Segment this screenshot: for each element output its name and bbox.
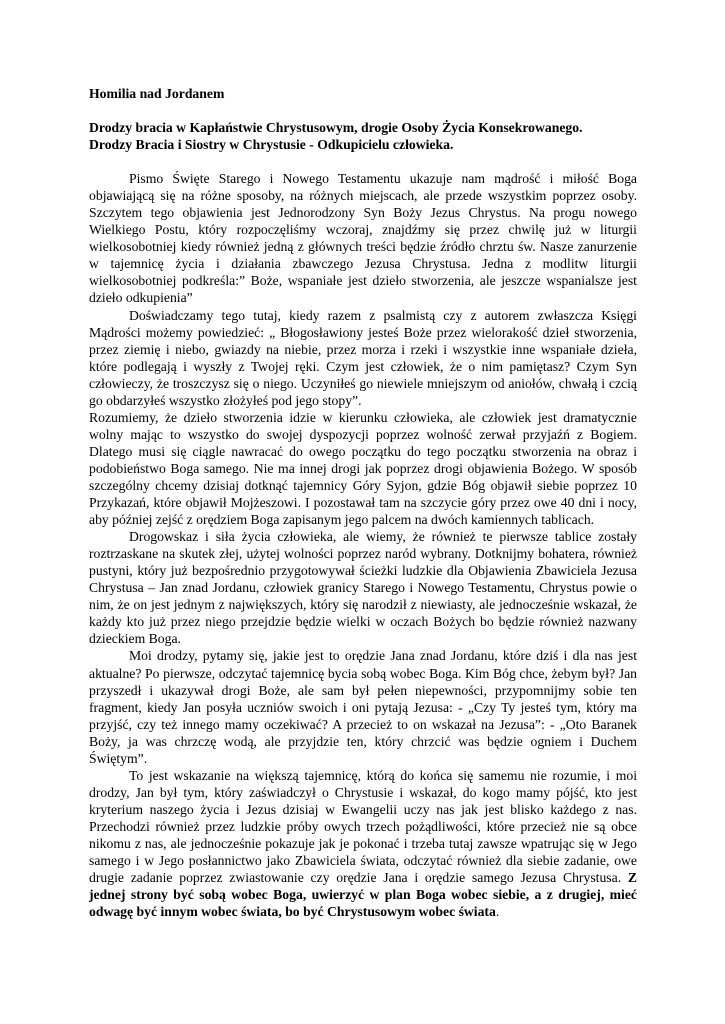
paragraph: Drogowskaz i siła życia człowieka, ale wiemy, że również te pierwsze tablice zostały roztrzaskane na skutek złej, użytej wolności poprzez naród wybrany. Dotknijmy bohatera, również pustyni, który już bezpośrednio przygotowywał ścieżki ludzkie dla Objawienia Zbawiciela Jezusa Chrystusa – Jan znad Jordanu, człowiek granicy Starego i Nowego Testamentu, Chrystus powie o nim, że on jest jednym z największych, który się narodził z niewiasty, ale jednocześnie wskazał, że każdy kto już przez niego przejdzie będzie wielki w oczach Bożych bo będzie również nazwany dzieckiem Boga. <box>89 529 637 647</box>
salutation-line: Drodzy Bracia i Siostry w Chrystusie - Odkupicielu człowieka. <box>89 137 454 153</box>
paragraph: Doświadczamy tego tutaj, kiedy razem z psalmistą czy z autorem zwłaszcza Księgi Mądrości możemy powiedzieć: „ Błogosławiony jesteś Boże przez wielorakość dzieł stworzenia, przez ziemię i niebo, gwiazdy na niebie, przez morza i rzeki i wszystkie inne wspaniałe dzieła, które podlegają i wyszły z Twojej ręki. Czym jest człowiek, że o nim pamiętasz? Czym Syn człowieczy, że troszczysz się o niego. Uczyniłeś go niewiele mniejszym od aniołów, chwałą i czcią go obdarzyłeś wszystko złożyłeś pod jego stopy”. <box>89 307 637 408</box>
paragraph-text: To jest wskazanie na większą tajemnicę, którą do końca się samemu nie rozumie, i moi drodzy, Jan był tym, który zaświadczył o Chrystusie i wskazał, do kogo mamy pójść, kto jest kryterium naszego życia i Jezus dzisiaj w Ewangelii uczy nas jak jest blisko każdego z nas. Przechodzi również przez ludzkie próby owych trzech pożądliwości, które przecież nie są obce nikomu z nas, ale jednocześnie pokazuje jak je pokonać i trzeba tutaj zawsze wpatrując się w Jego samego i w Jego posłannictwo jako Zbawiciela świata, odczytać również dla siebie zadanie, owe drugie zadanie poprzez zwiastowanie czy orędzie Jana i orędzie samego Jezusa Chrystusa. <box>89 767 637 886</box>
paragraph: Moi drodzy, pytamy się, jakie jest to orędzie Jana znad Jordanu, które dziś i dla nas jest aktualne? Po pierwsze, odczytać tajemnicę bycia sobą wobec Boga. Kim Bóg chce, żebym był? Jan przyszedł i ukazywał drogi Boże, ale sam był pełen niepewności, przypomnijmy sobie ten fragment, kiedy Jan posyła uczniów swoich i oni pytają Jezusa: - „Czy Ty jesteś tym, który ma przyjść, czy też innego mamy oczekiwać? A przecież to on wskazał na Jezusa”: - „Oto Baranek Boży, ja was chrzczę wodą, ale przyjdzie ten, który chrzcić was będzie ogniem i Duchem Świętym”. <box>89 648 637 766</box>
paragraph: Rozumiemy, że dzieło stworzenia idzie w kierunku człowieka, ale człowiek jest dramatycznie wolny mając to wszystko do swojej dyspozycji poprzez wolność zerwał przyjaźń z Bogiem. Dlatego musi się ciągle nawracać do owego początku do tego początku stworzenia na obraz i podobieństwo Boga samego. Nie ma innej drogi jak poprzez drogi objawienia Bożego. W sposób szczególny chcemy dzisiaj dotknąć tajemnicy Góry Syjon, gdzie Bóg objawił siebie poprzez 10 Przykazań, które objawił Mojżeszowi. I pozostawał tam na szczycie góry przez owe 40 dni i nocy, aby później zejść z orędziem Boga zapisanym jego palcem na dwóch kamiennych tablicach. <box>89 409 637 528</box>
paragraph-emphasis: Z jednej strony być sobą wobec Boga, uwierzyć w plan Boga wobec siebie, a z drugiej, mieć odwagę być innym wobec świata, bo być Chrystusowym wobec świata <box>89 870 637 920</box>
paragraph-end: . <box>495 904 500 920</box>
paragraph-last <box>89 767 637 920</box>
document-title: Homilia nad Jordanem <box>89 86 225 101</box>
salutation <box>89 119 637 153</box>
document-body <box>89 85 637 920</box>
paragraph: Pismo Święte Starego i Nowego Testamentu ukazuje nam mądrość i miłość Boga objawiającą się na różne sposoby, na różnych miejscach, ale przede wszystkim poprzez osoby. Szczytem tego objawienia jest Jednorodzony Syn Boży Jezus Chrystus. Na progu nowego Wielkiego Postu, który rozpoczęliśmy wczoraj, znajdźmy się przez chwilę już w liturgii wielkosobotniej kiedy również jedną z głównych treści będzie źródło chrztu św. Nasze zanurzenie w tajemnicę życia i działania zbawczego Jezusa Chrystusa. Jedna z modlitw liturgii wielkosobotniej podkreśla:” Boże, wspaniałe jest dzieło stworzenia, ale jeszcze wspanialsze jest dzieło odkupienia” <box>89 171 637 306</box>
salutation-line: Drodzy bracia w Kapłaństwie Chrystusowym, drogie Osoby Życia Konsekrowanego. <box>89 120 583 136</box>
